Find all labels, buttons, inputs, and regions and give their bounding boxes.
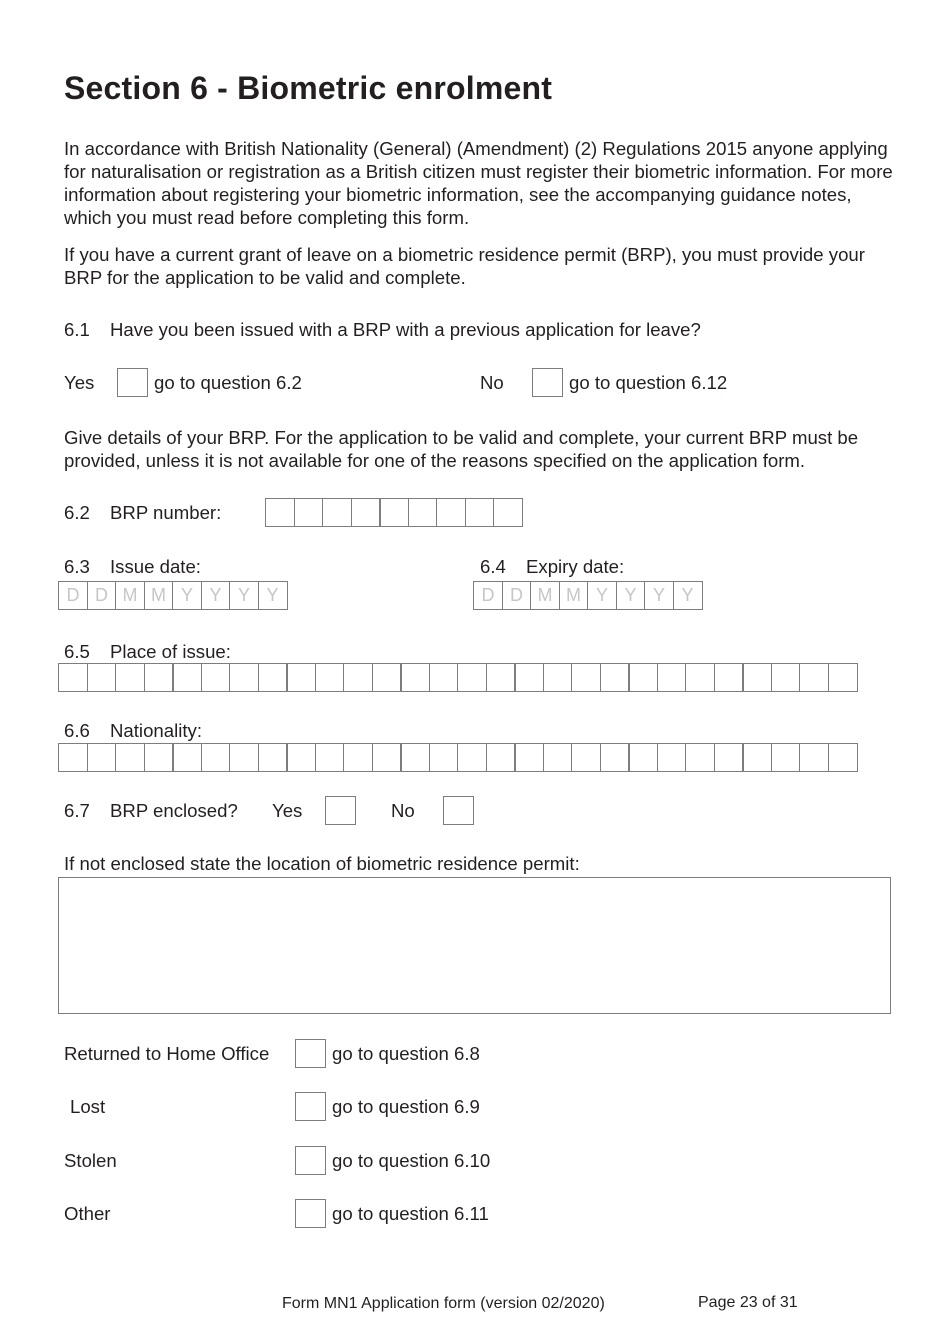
char-box[interactable] bbox=[172, 743, 202, 772]
q6-1-question: Have you been issued with a BRP with a previous application for leave? bbox=[110, 319, 701, 340]
year-box[interactable]: Y bbox=[587, 581, 617, 610]
year-box[interactable]: Y bbox=[229, 581, 259, 610]
month-box[interactable]: M bbox=[559, 581, 589, 610]
q6-1-yes-label: Yes bbox=[64, 372, 95, 393]
expiry-date-input[interactable] bbox=[473, 581, 701, 610]
q6-3-number: 6.3 bbox=[64, 556, 90, 577]
reason-returned-label: Returned to Home Office bbox=[64, 1043, 270, 1064]
reason-stolen-checkbox[interactable] bbox=[295, 1146, 326, 1175]
issue-date-input[interactable] bbox=[58, 581, 286, 610]
char-box[interactable] bbox=[628, 663, 658, 692]
year-box[interactable]: Y bbox=[673, 581, 703, 610]
char-box[interactable] bbox=[429, 663, 459, 692]
brp-enclosed-yes-checkbox[interactable] bbox=[325, 796, 356, 825]
nationality-input[interactable] bbox=[58, 743, 856, 772]
q6-1-no-goto: go to question 6.12 bbox=[569, 372, 728, 393]
year-box[interactable]: Y bbox=[616, 581, 646, 610]
char-box[interactable] bbox=[799, 663, 829, 692]
reason-returned-goto: go to question 6.8 bbox=[332, 1043, 480, 1064]
q6-1-yes-goto: go to question 6.2 bbox=[154, 372, 302, 393]
char-box[interactable] bbox=[465, 498, 495, 527]
page-title: Section 6 - Biometric enrolment bbox=[64, 70, 553, 106]
month-box[interactable]: M bbox=[530, 581, 560, 610]
q6-6-number: 6.6 bbox=[64, 720, 90, 741]
char-box[interactable] bbox=[828, 663, 858, 692]
char-box[interactable] bbox=[400, 663, 430, 692]
char-box[interactable] bbox=[486, 663, 516, 692]
location-prompt: If not enclosed state the location of biometric residence permit: bbox=[64, 853, 580, 874]
char-box[interactable] bbox=[315, 743, 345, 772]
char-box[interactable] bbox=[265, 498, 295, 527]
year-box[interactable]: Y bbox=[201, 581, 231, 610]
reason-returned-checkbox[interactable] bbox=[295, 1039, 326, 1068]
q6-2-number: 6.2 bbox=[64, 502, 90, 523]
q6-5-label: Place of issue: bbox=[110, 641, 231, 662]
char-box[interactable] bbox=[742, 663, 772, 692]
char-box[interactable] bbox=[771, 663, 801, 692]
char-box[interactable] bbox=[436, 498, 466, 527]
q6-4-label: Expiry date: bbox=[526, 556, 625, 577]
char-box[interactable] bbox=[379, 498, 409, 527]
char-box[interactable] bbox=[144, 663, 174, 692]
footer-form-name: Form MN1 Application form (version 02/2020) bbox=[282, 1295, 605, 1312]
reason-lost-goto: go to question 6.9 bbox=[332, 1096, 480, 1117]
q6-2-label: BRP number: bbox=[110, 502, 222, 523]
char-box[interactable] bbox=[429, 743, 459, 772]
year-box[interactable]: Y bbox=[172, 581, 202, 610]
month-box[interactable]: M bbox=[144, 581, 174, 610]
month-box[interactable]: M bbox=[115, 581, 145, 610]
char-box[interactable] bbox=[351, 498, 381, 527]
footer-page-number: Page 23 of 31 bbox=[698, 1294, 798, 1311]
char-box[interactable] bbox=[714, 743, 744, 772]
day-box[interactable]: D bbox=[502, 581, 532, 610]
char-box[interactable] bbox=[486, 743, 516, 772]
char-box[interactable] bbox=[657, 663, 687, 692]
day-box[interactable]: D bbox=[473, 581, 503, 610]
intro-paragraph-2: If you have a current grant of leave on a biometric residence permit (BRP), you must provide your BRP for the application to be valid and complete. bbox=[64, 244, 865, 288]
char-box[interactable] bbox=[742, 743, 772, 772]
char-box[interactable] bbox=[828, 743, 858, 772]
q6-1-no-label: No bbox=[480, 372, 504, 393]
char-box[interactable] bbox=[87, 663, 117, 692]
reason-lost-checkbox[interactable] bbox=[295, 1092, 326, 1121]
char-box[interactable] bbox=[58, 743, 88, 772]
char-box[interactable] bbox=[172, 663, 202, 692]
char-box[interactable] bbox=[657, 743, 687, 772]
char-box[interactable] bbox=[372, 743, 402, 772]
q6-7-number: 6.7 bbox=[64, 800, 90, 821]
char-box[interactable] bbox=[286, 663, 316, 692]
brp-number-input[interactable] bbox=[265, 498, 522, 527]
char-box[interactable] bbox=[799, 743, 829, 772]
reason-stolen-label: Stolen bbox=[64, 1150, 117, 1171]
char-box[interactable] bbox=[514, 743, 544, 772]
char-box[interactable] bbox=[58, 663, 88, 692]
char-box[interactable] bbox=[294, 498, 324, 527]
q6-7-yes-label: Yes bbox=[272, 800, 303, 821]
char-box[interactable] bbox=[115, 663, 145, 692]
char-box[interactable] bbox=[685, 743, 715, 772]
char-box[interactable] bbox=[493, 498, 523, 527]
q6-1-yes-checkbox[interactable] bbox=[117, 368, 148, 397]
day-box[interactable]: D bbox=[87, 581, 117, 610]
reason-other-checkbox[interactable] bbox=[295, 1199, 326, 1228]
q6-7-label: BRP enclosed? bbox=[110, 800, 238, 821]
char-box[interactable] bbox=[543, 743, 573, 772]
place-of-issue-input[interactable] bbox=[58, 663, 856, 692]
char-box[interactable] bbox=[457, 663, 487, 692]
reason-other-goto: go to question 6.11 bbox=[332, 1203, 489, 1224]
char-box[interactable] bbox=[628, 743, 658, 772]
char-box[interactable] bbox=[514, 663, 544, 692]
char-box[interactable] bbox=[685, 663, 715, 692]
char-box[interactable] bbox=[372, 663, 402, 692]
char-box[interactable] bbox=[144, 743, 174, 772]
char-box[interactable] bbox=[408, 498, 438, 527]
char-box[interactable] bbox=[600, 663, 630, 692]
char-box[interactable] bbox=[343, 663, 373, 692]
char-box[interactable] bbox=[771, 743, 801, 772]
q6-1-no-checkbox[interactable] bbox=[532, 368, 563, 397]
intro-paragraph-1: In accordance with British Nationality (General) (Amendment) (2) Regulations 2015 anyone applying for naturalisation or registration as a British citizen must register their biometric information. For more information about registering your biometric information, see the accompanying guidance notes, which you must read before completing this form. bbox=[64, 138, 893, 228]
q6-5-number: 6.5 bbox=[64, 641, 90, 662]
reason-lost-label: Lost bbox=[70, 1096, 106, 1117]
q6-1-number: 6.1 bbox=[64, 319, 90, 340]
char-box[interactable] bbox=[571, 743, 601, 772]
char-box[interactable] bbox=[229, 663, 259, 692]
char-box[interactable] bbox=[315, 663, 345, 692]
q6-7-no-label: No bbox=[391, 800, 415, 821]
day-box[interactable]: D bbox=[58, 581, 88, 610]
char-box[interactable] bbox=[457, 743, 487, 772]
char-box[interactable] bbox=[229, 743, 259, 772]
char-box[interactable] bbox=[258, 743, 288, 772]
char-box[interactable] bbox=[201, 743, 231, 772]
q6-4-number: 6.4 bbox=[480, 556, 506, 577]
char-box[interactable] bbox=[400, 743, 430, 772]
char-box[interactable] bbox=[543, 663, 573, 692]
brp-location-textarea[interactable] bbox=[58, 877, 891, 1014]
reason-stolen-goto: go to question 6.10 bbox=[332, 1150, 491, 1171]
char-box[interactable] bbox=[600, 743, 630, 772]
year-box[interactable]: Y bbox=[644, 581, 674, 610]
char-box[interactable] bbox=[571, 663, 601, 692]
char-box[interactable] bbox=[286, 743, 316, 772]
q6-6-label: Nationality: bbox=[110, 720, 202, 741]
char-box[interactable] bbox=[714, 663, 744, 692]
brp-details-instruction: Give details of your BRP. For the application to be valid and complete, your current BRP must be provided, unless it is not available for one of the reasons specified on the application form. bbox=[64, 427, 859, 471]
year-box[interactable]: Y bbox=[258, 581, 288, 610]
char-box[interactable] bbox=[343, 743, 373, 772]
q6-3-label: Issue date: bbox=[110, 556, 201, 577]
char-box[interactable] bbox=[201, 663, 231, 692]
char-box[interactable] bbox=[115, 743, 145, 772]
char-box[interactable] bbox=[322, 498, 352, 527]
char-box[interactable] bbox=[87, 743, 117, 772]
reason-other-label: Other bbox=[64, 1203, 111, 1224]
char-box[interactable] bbox=[258, 663, 288, 692]
brp-enclosed-no-checkbox[interactable] bbox=[443, 796, 474, 825]
